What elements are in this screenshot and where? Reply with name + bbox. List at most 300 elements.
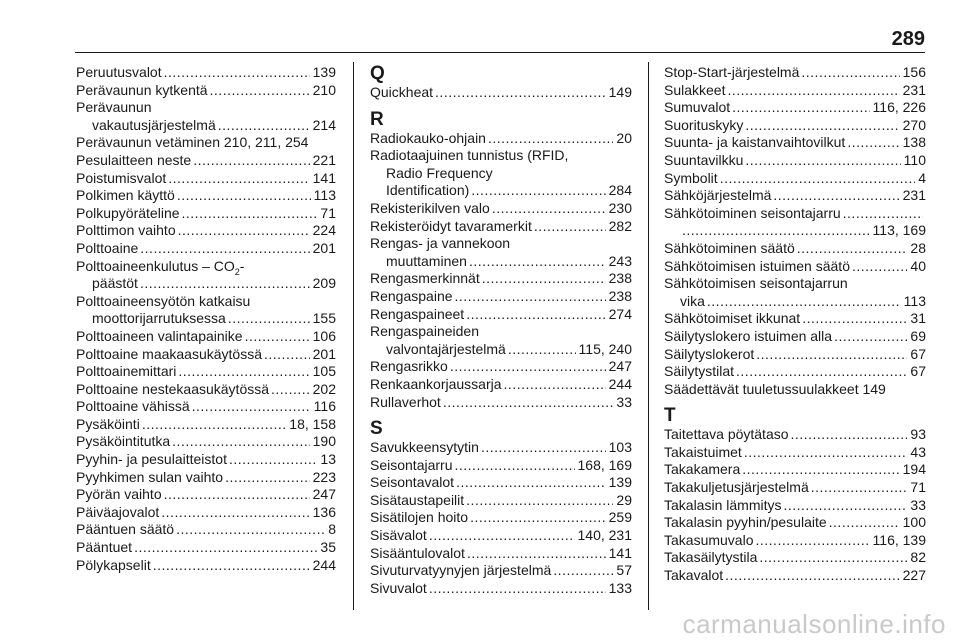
page-reference[interactable]: 4 [918,169,926,186]
dot-leader [745,152,900,170]
index-term [664,497,781,515]
index-term [76,170,166,188]
index-term-text: Rullaverhot [370,393,441,410]
index-entry [664,381,926,399]
index-entry [370,323,632,358]
index-term-text: Sumuvalot [664,99,731,116]
index-term-text: Stop-Start-järjestelmä [664,64,800,80]
page-reference[interactable]: 116, 139 [872,531,926,548]
index-term [370,84,433,102]
index-term [76,539,132,557]
index-term-text: päästöt [92,275,138,292]
index-term [370,147,568,165]
index-term [664,567,723,585]
index-entry-line [76,134,336,152]
index-term [386,253,467,271]
dot-leader [504,376,606,394]
dot-leader [429,580,606,598]
page-reference[interactable]: 33 [616,393,632,410]
page-reference[interactable]: 113 [903,292,926,309]
dot-leader [140,240,309,258]
page-reference[interactable]: 139 [608,474,632,491]
index-term [370,580,427,598]
index-entry [76,328,336,346]
index-term-text: Suorituskyky [664,116,744,133]
index-entry-line [370,182,632,200]
page-reference[interactable]: 223 [312,468,336,485]
dot-leader [153,557,310,575]
index-entry-line [370,580,632,598]
page-reference[interactable]: 35 [320,539,336,556]
index-entry [664,567,926,585]
index-entry-line [664,275,926,293]
page-reference[interactable]: 201 [312,239,336,256]
index-entry-line [76,64,336,82]
index-term-text: Rengasrikko [370,358,448,375]
page-reference[interactable]: 110 [903,151,926,168]
index-term [370,376,502,394]
index-term [664,152,743,170]
index-term [76,328,243,346]
index-term-text: Rengaspaine [370,287,453,304]
index-term-text: Sähkötoiminen säätö [664,239,795,256]
index-term-text: Rengasmerkinnät [370,270,480,287]
index-term-text: Takalasin lämmitys [664,496,782,513]
page-reference[interactable]: 140, 231 [577,527,632,544]
index-entry [664,346,926,364]
index-entry-line [664,222,926,240]
index-entry [76,398,336,416]
index-entry-line [76,240,336,258]
index-term-text: Suunta- ja kaistanvaihtovilkut [664,134,846,151]
index-term-text: Perävaunun kytkentä [76,81,208,98]
index-entry [370,457,632,475]
index-entry-line [76,275,336,293]
index-term [664,346,754,364]
index-entry [370,306,632,324]
dot-leader [553,562,613,580]
index-term-text: Säilytyslokerot [664,345,755,362]
index-term-text: Sisääntulovalot [370,544,465,561]
index-term-text: Sähkötoiminen seisontajarru [664,204,841,221]
index-entry [76,416,336,434]
page-reference[interactable]: 224 [312,222,336,239]
index-entry [370,200,632,218]
page-reference[interactable]: 270 [902,116,926,133]
index-term-text: Poistumisvalot [76,169,167,186]
page-reference[interactable]: 244 [312,556,336,573]
index-entry-line [370,165,632,183]
index-entry-line [664,152,926,170]
index-term [664,479,809,497]
page-reference[interactable]: 105 [312,363,336,380]
page-reference[interactable]: 156 [902,64,926,80]
dot-leader [682,222,870,240]
page-reference[interactable]: 141 [312,169,336,186]
index-term [664,170,718,188]
index-entry [664,275,926,310]
index-entry-line [664,363,926,381]
index-entry [76,451,336,469]
index-entry [370,270,632,288]
index-entry-line [370,439,632,457]
index-entry-line [370,358,632,376]
index-entry-line [664,381,926,399]
index-entry-line [370,527,632,545]
page-reference[interactable]: 244 [608,375,632,392]
index-letter-heading: T [664,405,676,427]
page-reference[interactable]: 57 [616,562,632,579]
page-reference[interactable]: 259 [608,509,632,526]
index-term-text: Päiväajovalot [76,503,160,520]
index-term [76,469,223,487]
page-reference[interactable]: 115, 240 [578,340,632,357]
page-reference[interactable]: 139 [312,64,336,80]
index-term-text: Säilytystilat [664,363,735,380]
dot-leader [466,306,605,324]
page-reference[interactable]: 133 [608,579,632,596]
index-term-text: Perävaunun vetäminen 210, 211, 254 [76,134,309,151]
index-term-text: Radiotaajuinen tunnistus (RFID, [370,147,569,164]
dot-leader [142,416,286,434]
index-term [664,549,757,567]
page-reference[interactable]: 8 [328,521,336,538]
column-divider-2 [648,62,649,610]
page-reference[interactable]: 190 [312,433,336,450]
index-entry [664,514,926,532]
dot-leader [492,200,606,218]
index-term-text: Savukkeensytytin [370,439,479,456]
page-reference[interactable]: 116 [313,398,336,415]
index-entry [76,381,336,399]
page-reference[interactable]: 230 [608,199,632,216]
index-term [386,341,506,359]
index-entry-line [76,398,336,416]
page-reference[interactable]: 282 [608,217,632,234]
index-entry [664,187,926,205]
index-entry [664,170,926,188]
index-entry-line [664,426,926,444]
index-term-text: Pyyhkimen sulan vaihto [76,468,224,485]
index-term [664,328,832,346]
dot-leader [773,187,899,205]
index-entry-line [370,341,632,359]
dot-leader [140,275,310,293]
dot-leader [245,328,310,346]
index-term-text: Sulakkeet [664,81,726,98]
dot-leader [164,486,310,504]
index-entry [664,258,926,276]
dot-leader [482,270,606,288]
index-term-text: Sähköjärjestelmä [664,187,772,204]
index-entry-line [370,394,632,412]
index-term [664,187,771,205]
dot-leader [455,288,606,306]
watermark: carmanualsonline.info [682,609,946,639]
index-term [76,398,190,416]
index-entry-line [370,323,632,341]
index-term-text: Seisontajarru [370,456,453,473]
page-reference[interactable]: 136 [312,503,336,520]
dot-leader [534,218,606,236]
page-reference[interactable]: 67 [910,345,926,362]
index-entry [664,205,926,240]
page-reference[interactable]: 40 [910,257,926,274]
index-entry-line [76,82,336,100]
index-entry [76,99,336,134]
page-reference[interactable]: 29 [616,491,632,508]
index-term [76,451,227,469]
index-entry [664,497,926,515]
page-reference[interactable]: 201 [312,345,336,362]
index-term [76,504,159,522]
index-entry [370,509,632,527]
index-entry [76,152,336,170]
page-reference[interactable]: 18, 158 [289,415,336,432]
index-term [370,474,454,492]
page-reference[interactable]: 209 [312,275,336,292]
page-reference[interactable]: 202 [312,380,336,397]
index-entry-line [664,82,926,100]
dot-leader [467,545,606,563]
page-reference[interactable]: 231 [902,81,926,98]
page-reference[interactable]: 274 [608,305,632,322]
page-reference[interactable]: 116, 226 [872,99,926,116]
dot-leader [727,82,899,100]
index-term-text: Takasäilytystila [664,549,758,566]
index-entry [76,82,336,100]
index-term [76,64,162,82]
page-reference[interactable]: 221 [312,151,336,168]
index-term-text: Rekisteröidyt tavaramerkit [370,217,532,234]
page-reference[interactable]: 100 [902,514,926,531]
index-term [386,182,469,200]
page-reference[interactable]: 106 [312,327,336,344]
index-term-text: Sivuturvatyynyjen järjestelmä [370,562,552,579]
index-term-text: Polttoaine vähissä [76,398,190,415]
index-term-text: Polkupyöräteline [76,204,180,221]
index-term-text: Rekisterikilven valo [370,199,490,216]
page-reference[interactable]: 71 [320,204,336,221]
index-term-text: Radio Frequency [386,164,493,181]
index-term [76,433,170,451]
index-entry [370,580,632,598]
index-term [76,363,176,381]
index-entry [76,170,336,188]
dot-leader [177,187,311,205]
dot-leader [843,205,923,223]
dot-leader [168,170,309,188]
page-reference[interactable]: 20 [616,129,632,146]
index-entry [370,218,632,236]
index-term [76,240,138,258]
index-term [92,117,216,135]
index-term-text: Polttoaineensyötön katkaisu [76,292,251,309]
dot-leader [210,82,310,100]
index-column-1 [76,64,336,574]
index-term [92,275,138,293]
page-reference[interactable]: 141 [608,544,632,561]
index-term-text: Takasumuvalo [664,531,754,548]
index-entry-line [370,253,632,271]
page-reference[interactable]: 210 [312,81,336,98]
index-term [76,486,162,504]
index-entry-line [664,64,926,82]
page-reference[interactable]: 138 [902,134,926,151]
dot-leader [455,457,575,475]
index-entry [76,222,336,240]
dot-leader [791,426,908,444]
dot-leader [450,358,606,376]
page-reference[interactable]: 227 [902,567,926,584]
dot-leader [756,532,870,550]
dot-leader [192,398,311,416]
index-term-text: Sisätilojen hoito [370,509,469,526]
dot-leader [469,253,606,271]
index-entry-line [76,521,336,539]
index-entry-line [370,509,632,527]
page-reference[interactable]: 82 [910,549,926,566]
index-term [370,562,551,580]
index-entry [76,469,336,487]
index-term [370,509,468,527]
page-reference[interactable]: 155 [312,310,336,327]
dot-leader [736,363,907,381]
index-term [370,235,510,253]
dot-leader [742,461,899,479]
index-entry-line [76,310,336,328]
index-term [664,363,734,381]
index-column-2 [370,64,632,597]
dot-leader [218,117,310,135]
index-term-text: valvontajärjestelmä [386,340,506,357]
index-term [76,521,174,539]
index-term [76,152,191,170]
page-reference[interactable]: 103 [608,439,632,456]
page-number: 289 [891,28,925,50]
index-term-text: moottorijarrutuksessa [92,310,226,327]
page-reference[interactable]: 43 [910,443,926,460]
index-term [370,218,532,236]
index-entry-line [76,346,336,364]
page-reference[interactable]: 93 [910,426,926,443]
page-reference[interactable]: 168, 169 [577,456,632,473]
index-term [370,545,465,563]
index-term [664,64,799,82]
page-reference[interactable]: 67 [910,363,926,380]
index-term-text: Takakamera [664,461,741,478]
index-term [76,222,176,240]
index-entry [370,439,632,457]
page-reference[interactable]: 31 [910,310,926,327]
index-entry [76,346,336,364]
page-reference[interactable]: 194 [902,461,926,478]
page-reference[interactable]: 243 [608,252,632,269]
index-entry [664,99,926,117]
index-term [370,323,479,341]
index-entry [76,258,336,293]
index-entry [370,474,632,492]
index-entry [664,152,926,170]
index-term [76,99,152,117]
index-entry-line [664,310,926,328]
index-entry-line [664,497,926,515]
page-reference[interactable]: 33 [910,496,926,513]
page-reference[interactable]: 149 [608,84,632,100]
index-entry [664,117,926,135]
index-term-text: Sähkötoimisen seisontajarrun [664,275,848,292]
dot-leader [801,64,899,82]
index-term-text: Polttimon vaihto [76,222,176,239]
page-reference[interactable]: 113 [313,187,336,204]
index-entry-line [76,504,336,522]
dot-leader [182,205,318,223]
index-term [370,306,464,324]
page-reference[interactable]: 247 [312,486,336,503]
page-reference[interactable]: 231 [902,187,926,204]
index-entry [664,426,926,444]
index-letter-heading: Q [370,63,385,84]
index-term-text: Suuntavilkku [664,151,744,168]
index-entry-line [664,514,926,532]
index-term [76,293,250,311]
page-reference[interactable]: 238 [608,270,632,287]
index-term [664,258,850,276]
index-entry-line [370,147,632,165]
index-entry-line [370,130,632,148]
index-term-text: Pysäköinti [76,415,140,432]
index-term [664,310,800,328]
index-entry-line [664,461,926,479]
page-reference[interactable]: 284 [608,182,632,199]
page-reference[interactable]: 71 [910,479,926,496]
page-reference[interactable]: 214 [312,116,336,133]
index-entry-line [76,486,336,504]
index-entry-line [370,306,632,324]
index-term-text: Seisontavalot [370,474,455,491]
index-term-text: Pyyhin- ja pesulaitteistot [76,451,227,468]
index-term-text: Takalasin pyyhin/pesulaite [664,514,827,531]
dot-leader [178,363,309,381]
index-entry [370,235,632,270]
page-reference[interactable]: 247 [608,358,632,375]
index-term [76,557,151,575]
page-reference[interactable]: 69 [910,327,926,344]
index-entry-line [664,293,926,311]
index-term-text: vakautusjärjestelmä [92,116,216,133]
index-entry-line [76,152,336,170]
index-entry-line [664,117,926,135]
page-reference[interactable]: 28 [910,239,926,256]
index-term-text: Radiokauko-ohjain [370,129,486,146]
index-entry-line [76,433,336,451]
page-reference[interactable]: 113, 169 [872,222,926,239]
index-entry [370,492,632,510]
index-term [664,205,841,223]
page-reference[interactable]: 13 [320,451,336,468]
index-entry [664,532,926,550]
dot-leader [456,474,606,492]
index-entry [76,539,336,557]
index-entry-line [76,416,336,434]
index-entry [76,363,336,381]
index-entry-line [76,117,336,135]
page-reference[interactable]: 238 [608,287,632,304]
index-term [76,258,244,276]
index-entry-line [76,170,336,188]
index-term-text: Identification) [386,182,470,199]
index-entry [76,293,336,328]
